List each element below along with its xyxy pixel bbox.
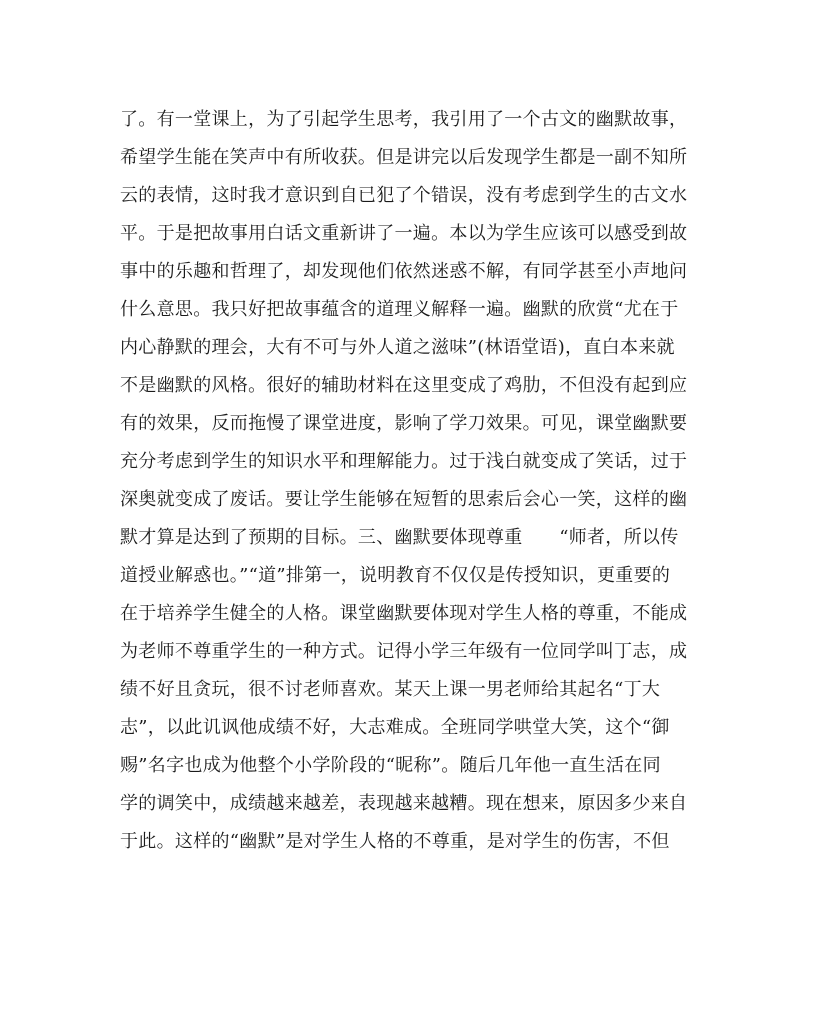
body-text bbox=[120, 101, 700, 861]
text-line: 平。于是把故事用白话文重新讲了一遍。本以为学生应该可以感受到故 bbox=[120, 223, 688, 244]
text-line: 赐”名字也成为他整个小学阶段的“昵称”。随后几年他一直生活在同 bbox=[120, 755, 661, 776]
text-line: 内心静默的理会，大有不可与外人道之滋味”(林语堂语)，直白本来就 bbox=[120, 337, 675, 358]
text-line: 深奥就变成了废话。要让学生能够在短暂的思索后会心一笑，这样的幽 bbox=[120, 489, 688, 510]
text-line: 云的表情，这时我才意识到自已犯了个错误，没有考虑到学生的古文水 bbox=[120, 185, 688, 206]
text-line: 于此。这样的“幽默”是对学生人格的不尊重，是对学生的伤害，不但 bbox=[120, 831, 670, 852]
text-line: 绩不好且贪玩，很不讨老师喜欢。某天上课一男老师给其起名“丁大 bbox=[120, 679, 661, 700]
text-line: 充分考虑到学生的知识水平和理解能力。过于浅白就变成了笑话，过于 bbox=[120, 451, 688, 472]
text-line: 在于培养学生健全的人格。课堂幽默要体现对学生人格的尊重，不能成 bbox=[120, 603, 688, 624]
text-line: 什么意思。我只好把故事蕴含的道理义解释一遍。幽默的欣赏“尤在于 bbox=[120, 299, 679, 320]
text-line: 学的调笑中，成绩越来越差，表现越来越糟。现在想来，原因多少来自 bbox=[120, 793, 688, 814]
text-line: 希望学生能在笑声中有所收获。但是讲完以后发现学生都是一副不知所 bbox=[120, 147, 688, 168]
text-line: 默才算是达到了预期的目标。三、幽默要体现尊重 “师者，所以传 bbox=[120, 527, 679, 548]
text-line: 为老师不尊重学生的一种方式。记得小学三年级有一位同学叫丁志，成 bbox=[120, 641, 688, 662]
text-line: 有的效果，反而拖慢了课堂进度，影响了学刀效果。可见，课堂幽默要 bbox=[120, 413, 688, 434]
text-line: 不是幽默的风格。很好的辅助材料在这里变成了鸡肋，不但没有起到应 bbox=[120, 375, 688, 396]
text-line: 了。有一堂课上，为了引起学生思考，我引用了一个古文的幽默故事， bbox=[120, 109, 688, 130]
text-line: 道授业解惑也。”“道”排第一，说明教育不仅仅是传授知识，更重要的 bbox=[120, 565, 671, 586]
text-line: 志”，以此讥讽他成绩不好，大志难成。全班同学哄堂大笑，这个“御 bbox=[120, 717, 670, 738]
text-line: 事中的乐趣和哲理了，却发现他们依然迷惑不解，有同学甚至小声地问 bbox=[120, 261, 688, 282]
